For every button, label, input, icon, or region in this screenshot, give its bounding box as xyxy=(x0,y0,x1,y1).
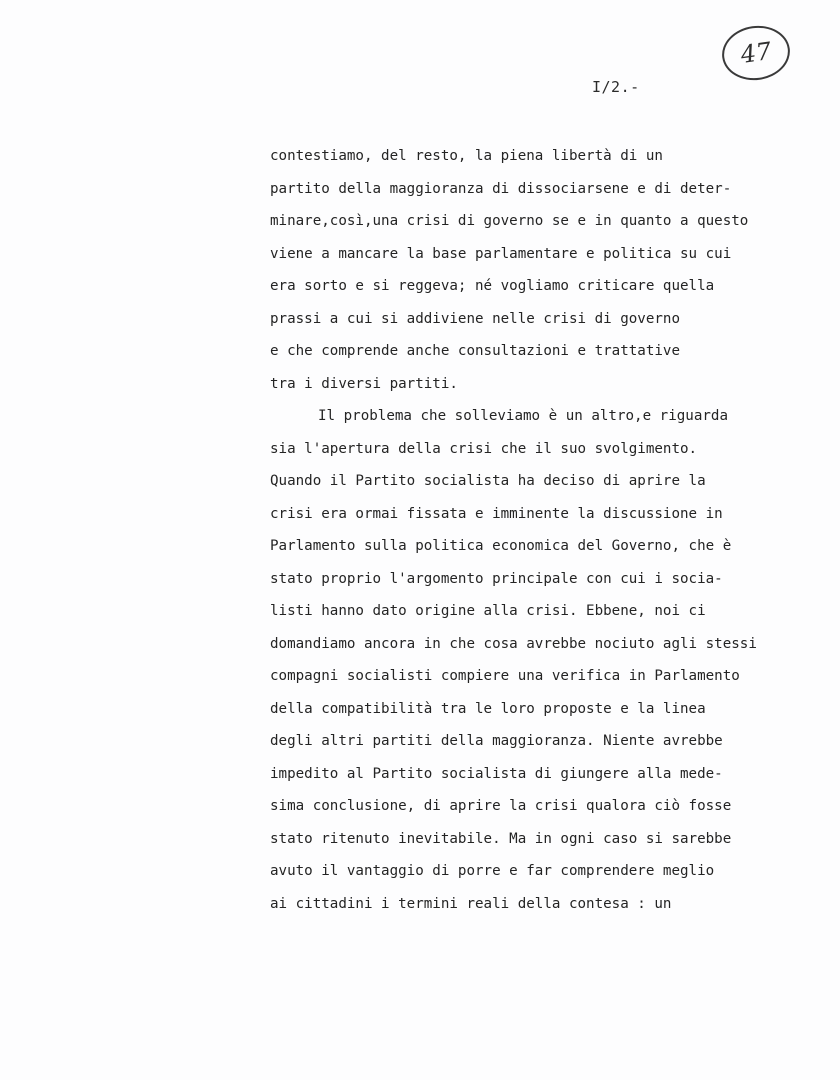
paragraph xyxy=(270,400,830,920)
text-line: minare,così,una crisi di governo se e in quanto a questo xyxy=(270,213,749,229)
text-line: era sorto e si reggeva; né vogliamo criticare quella xyxy=(270,278,715,294)
page-number-stamp xyxy=(719,22,794,85)
text-line: Parlamento sulla politica economica del Governo, che è xyxy=(270,538,732,554)
stamp-number: 47 xyxy=(738,37,774,69)
text-line: partito della maggioranza di dissociarsene e di deter- xyxy=(270,180,732,197)
text-line: prassi a cui si addiviene nelle crisi di governo xyxy=(270,310,680,327)
text-line: stato ritenuto inevitabile. Ma in ogni caso si sarebbe xyxy=(270,830,732,847)
text-line: stato proprio l'argomento principale con cui i socia- xyxy=(270,570,723,587)
text-line: ai cittadini i termini reali della contesa : un xyxy=(270,895,672,912)
text-line: domandiamo ancora in che cosa avrebbe nociuto agli stessi xyxy=(270,635,757,652)
text-line: tra i diversi partiti. xyxy=(270,375,458,392)
text-line: Il problema che solleviamo è un altro,e riguarda xyxy=(318,408,728,424)
text-line: viene a mancare la base parlamentare e politica su cui xyxy=(270,245,732,262)
paragraph xyxy=(270,140,830,400)
text-line: listi hanno dato origine alla crisi. Ebbene, noi ci xyxy=(270,603,706,619)
page-marker: I/2.- xyxy=(592,78,640,96)
text-line: sia l'apertura della crisi che il suo svolgimento. xyxy=(270,440,698,457)
text-line: della compatibilità tra le loro proposte e la linea xyxy=(270,700,706,717)
text-line: compagni socialisti compiere una verifica in Parlamento xyxy=(270,668,740,684)
text-line: impedito al Partito socialista di giungere alla mede- xyxy=(270,765,723,782)
text-line: contestiamo, del resto, la piena libertà di un xyxy=(270,148,663,164)
text-line: Quando il Partito socialista ha deciso di aprire la xyxy=(270,473,706,489)
text-line: avuto il vantaggio di porre e far comprendere meglio xyxy=(270,863,715,879)
text-line: sima conclusione, di aprire la crisi qualora ciò fosse xyxy=(270,798,732,814)
text-line: degli altri partiti della maggioranza. Niente avrebbe xyxy=(270,733,723,749)
body-text xyxy=(270,140,830,920)
text-line: crisi era ormai fissata e imminente la discussione in xyxy=(270,505,723,522)
text-line: e che comprende anche consultazioni e trattative xyxy=(270,343,680,359)
